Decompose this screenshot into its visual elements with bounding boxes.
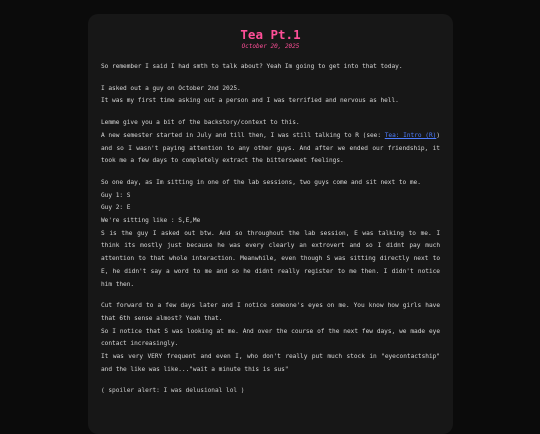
backstory-text-b: ) and so I wasn't paying attention to any other guys. And after we ended our friendship, it took me a few days to completely extract the bittersweet feelings. (101, 131, 444, 165)
tea-intro-link[interactable]: Tea: Intro (R) (384, 131, 437, 139)
paragraph-sus: It was very VERY frequent and even I, who don't really put much stock in "eyecontactship" and the like was like..."wait a minute this is sus" (101, 353, 444, 373)
paragraph-intro: So remember I said I had smth to talk about? Yeah Im going to get into that today. (101, 63, 403, 70)
backstory-text-a: A new semester started in July and till then, I was still talking to R (see: (101, 131, 385, 139)
paragraph-eye-contact: So I notice that S was looking at me. And over the course of the next few days, we made eye contact increasingly. (101, 327, 444, 348)
spoiler-aside: ( spoiler alert: I was delusional lol ) (101, 387, 245, 395)
paragraph-lab-details: S is the guy I asked out btw. And so throughout the lab session, E was talking to me. I think its mostly just because he was every clearly an extrovert and so I didnt pay much attention to that whole interaction. Meanwhile, even though S was sitting directly next to E, he didn't say a word to me and so he didnt really register to me then. I didn't notice him then. (101, 229, 444, 288)
guy-2-line: Guy 2: E (101, 204, 131, 212)
seating-line: We're sitting like : S,E,Me (101, 217, 201, 225)
post-title: Tea Pt.1 (240, 27, 301, 42)
paragraph-lab-session: So one day, as Im sitting in one of the lab sessions, two guys come and sit next to me. (101, 178, 421, 186)
paragraph-asked-out: I asked out a guy on October 2nd 2025. (101, 84, 241, 92)
post-card (88, 14, 453, 434)
post-date: October 20, 2025 (241, 43, 300, 50)
paragraph-first-time: It was my first time asking out a person and I was terrified and nervous as hell. (101, 97, 399, 105)
paragraph-backstory-heading: Lemme give you a bit of the backstory/context to this. (101, 119, 300, 127)
post-content (101, 61, 444, 398)
guy-1-line: Guy 1: S (101, 191, 131, 199)
paragraph-sixth-sense: Cut forward to a few days later and I notice someone's eyes on me. You know how girls have that 6th sense almost? Yeah that. (101, 302, 444, 322)
paragraph-backstory (101, 130, 444, 168)
